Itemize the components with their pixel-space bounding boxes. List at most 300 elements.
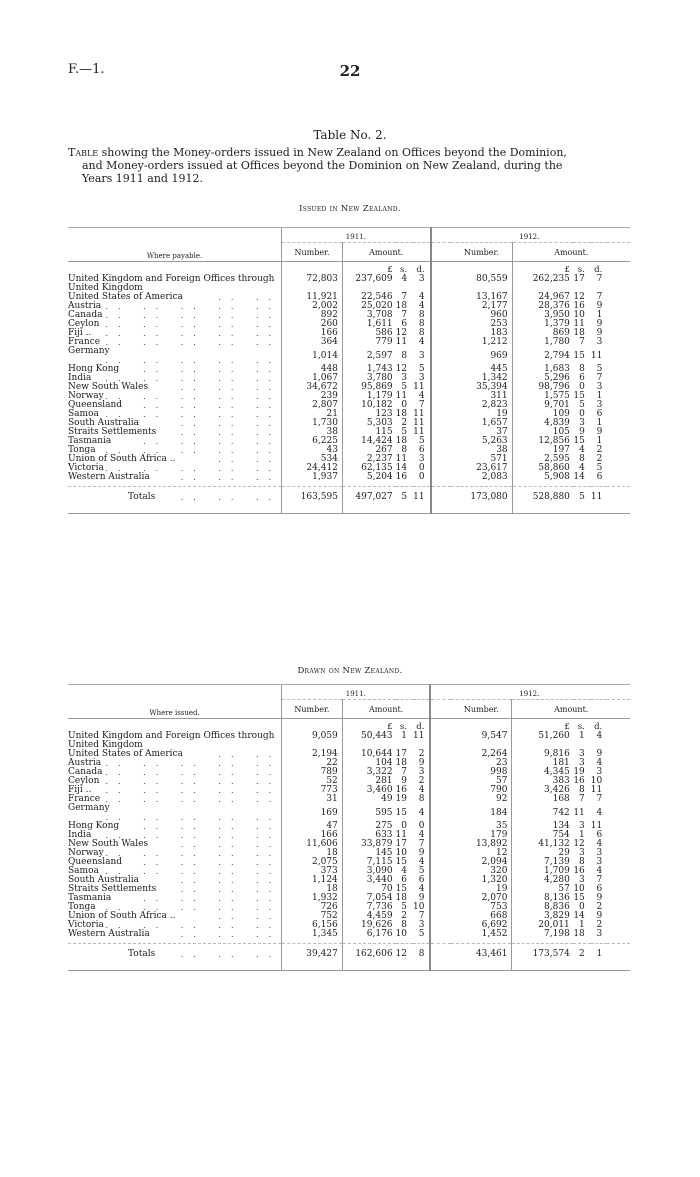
pence-1911-cell: 11 — [413, 382, 425, 392]
place-name: United Kingdom and Foreign Offices through — [68, 274, 275, 284]
leader-dots: .. .. .. .. .. — [105, 768, 282, 777]
shillings-1912-cell: 16 — [573, 866, 585, 876]
table-row — [68, 338, 630, 347]
place-name: Austria — [68, 758, 102, 768]
place-name: Tasmania — [68, 893, 112, 903]
leader-dots: .. .. — [218, 455, 282, 464]
table-row — [68, 401, 630, 410]
shillings-1911-cell: 18 — [395, 409, 408, 419]
number-1912-cell: 13,167 — [476, 292, 508, 302]
pounds-1912-cell: 173,574 — [512, 944, 573, 965]
description-line-2: and Money-orders issued at Offices beyond the Dominion on New Zealand, during the — [82, 159, 563, 172]
description-lead: Table — [68, 146, 99, 159]
number-1911-cell: 166 — [282, 329, 343, 338]
place-name: Tasmania — [68, 436, 112, 446]
place-name: Ceylon — [68, 776, 100, 786]
number-1912-cell: 969 — [490, 350, 508, 361]
pounds-1912-cell: 20,011 — [512, 921, 573, 930]
shilling-unit: s. — [577, 265, 585, 275]
pence-1911-cell: 3 — [418, 350, 425, 361]
pence-1912-cell: 9 — [596, 319, 603, 329]
shillings-1911-cell: 5 — [401, 382, 408, 392]
pence-1912-cell: 7 — [596, 373, 603, 383]
number-header-1912: Number. — [451, 243, 512, 262]
pence-1912-cell: 9 — [596, 893, 603, 903]
pounds-1911-cell: 6,176 — [342, 930, 395, 939]
shillings-1911-cell: 15 — [395, 884, 407, 894]
shillings-1911-cell: 15 — [395, 807, 407, 818]
pence-1911-cell: 11 — [413, 409, 425, 419]
shillings-1911-cell: 16 — [395, 472, 408, 482]
pence-1911-cell: 9 — [418, 893, 425, 903]
amount-header-1912: Amount. — [512, 700, 630, 719]
number-1911-cell: 47 — [282, 822, 343, 831]
pence-1912-cell: 7 — [596, 292, 603, 302]
pence-unit: d. — [594, 265, 603, 275]
leader-dots: .. .. .. — [180, 949, 282, 959]
pound-unit: £ — [512, 262, 573, 276]
pence-unit: d. — [416, 722, 425, 732]
place-name-continued: United Kingdom — [68, 283, 143, 293]
pounds-1912-cell: 742 — [512, 804, 573, 822]
number-1911-cell: 448 — [282, 365, 343, 374]
number-1911-cell: 1,937 — [282, 473, 343, 482]
pence-1911-cell: 8 — [418, 310, 425, 320]
pounds-1911-cell: 95,869 — [342, 383, 395, 392]
place-name: South Australia — [68, 418, 139, 428]
pound-unit: £ — [342, 262, 395, 276]
place-name: Canada — [68, 310, 103, 320]
pounds-1912-cell: 8,136 — [512, 894, 573, 903]
pounds-1911-cell: 2,597 — [342, 347, 395, 365]
number-1912-cell: 179 — [490, 830, 508, 840]
shillings-1912-cell: 1 — [579, 920, 585, 930]
number-1911-cell: 1,067 — [282, 374, 343, 383]
pence-1912-cell: 1 — [596, 391, 603, 401]
table-row — [68, 804, 630, 822]
pounds-1911-cell: 633 — [342, 831, 395, 840]
year-1911-header: 1911. — [282, 228, 431, 243]
place-name: Straits Settlements — [68, 884, 157, 894]
shillings-1912-cell: 14 — [573, 472, 585, 482]
pence-1912-cell: 1 — [596, 436, 603, 446]
pence-1912-cell: 7 — [596, 794, 603, 804]
pence-1911-cell: 4 — [418, 807, 425, 818]
pence-1912-cell: 4 — [596, 758, 603, 768]
leader-dots: .. .. .. — [180, 876, 282, 885]
shillings-1912-cell: 0 — [579, 902, 585, 912]
pence-1911-cell: 5 — [418, 929, 425, 939]
pounds-1912-cell: 57 — [512, 885, 573, 894]
pence-1912-cell: 3 — [596, 848, 603, 858]
shillings-1911-cell: 15 — [395, 857, 407, 867]
place-name: Norway — [68, 391, 104, 401]
pounds-1911-cell: 70 — [342, 885, 395, 894]
pounds-1912-cell: 5,908 — [512, 473, 573, 482]
place-cell — [68, 822, 282, 831]
shillings-1911-cell: 18 — [395, 758, 407, 768]
pence-1912-cell: 3 — [596, 337, 603, 347]
pounds-1911-cell: 22,546 — [342, 293, 395, 302]
shillings-1912-cell: 0 — [579, 382, 585, 392]
pounds-1911-cell: 14,424 — [342, 437, 395, 446]
pounds-1912-cell: 51,260 — [512, 732, 573, 741]
pence-1912-cell: 6 — [596, 830, 603, 840]
pence-1912-cell: 11 — [590, 350, 603, 361]
shillings-1912-cell: 11 — [573, 319, 585, 329]
leader-dots: .. .. .. .. .. — [105, 849, 282, 858]
number-1912-cell: 1,657 — [481, 418, 508, 428]
number-1911-cell: 364 — [282, 338, 343, 347]
pence-1911-cell: 3 — [418, 920, 425, 930]
number-1912-cell: 35 — [495, 821, 508, 831]
number-1911-cell: 2,075 — [282, 858, 343, 867]
pounds-1912-cell: 5,296 — [512, 374, 573, 383]
number-1911-cell: 72,803 — [282, 275, 343, 284]
pence-1911-cell: 8 — [418, 319, 425, 329]
pounds-1911-cell: 4,459 — [342, 912, 395, 921]
leader-dots: .. .. .. .. .. — [105, 374, 282, 383]
place-cell — [68, 894, 282, 903]
shillings-1912-cell: 9 — [579, 427, 585, 437]
pence-1911-cell: 6 — [418, 445, 425, 455]
number-1912-cell: 43,461 — [451, 944, 512, 965]
pence-1911-cell: 4 — [418, 301, 425, 311]
place-name: Tonga — [68, 902, 96, 912]
where-issued-header: Where issued. — [68, 685, 282, 719]
shillings-1911-cell: 5 — [401, 902, 407, 912]
pence-1912-cell: 3 — [596, 929, 603, 939]
pence-1912-cell: 11 — [590, 785, 603, 795]
place-cell — [68, 473, 282, 482]
totals-label: Totals — [128, 948, 156, 959]
pence-1911-cell: 0 — [418, 463, 425, 473]
leader-dots: .. .. .. .. .. — [105, 831, 282, 840]
number-1911-cell: 2,002 — [282, 302, 343, 311]
pence-1911-cell: 7 — [418, 400, 425, 410]
leader-dots: .. .. .. — [180, 930, 282, 939]
number-1912-cell: 1,342 — [481, 373, 508, 383]
number-1912-cell: 960 — [490, 310, 508, 320]
number-1912-cell: 19 — [496, 409, 508, 419]
place-cell — [68, 930, 282, 939]
place-name: Union of South Africa .. — [68, 454, 176, 464]
place-name: Canada — [68, 767, 103, 777]
page-header — [68, 62, 632, 82]
number-1911-cell: 1,345 — [282, 930, 343, 939]
place-name: India — [68, 373, 92, 383]
pence-1912-cell: 4 — [596, 839, 603, 849]
pounds-1912-cell: 105 — [512, 428, 573, 437]
number-1911-cell: 22 — [282, 759, 343, 768]
leader-dots: .. .. .. — [180, 840, 282, 849]
pence-1912-cell: 1 — [596, 310, 603, 320]
number-1912-cell: 23,617 — [476, 463, 508, 473]
table-description — [68, 146, 630, 185]
place-name: Samoa — [68, 409, 99, 419]
pence-1911-cell: 11 — [413, 418, 425, 428]
pounds-1911-cell: 115 — [342, 428, 395, 437]
leader-dots: .. .. — [218, 912, 282, 921]
shillings-1912-cell: 7 — [579, 794, 585, 804]
shillings-1911-cell: 5 — [396, 487, 413, 508]
number-1912-cell: 1,212 — [481, 337, 508, 347]
leader-dots: .. .. .. .. .. — [105, 777, 282, 786]
leader-dots: .. .. .. .. — [143, 858, 282, 867]
place-cell — [68, 347, 282, 365]
pounds-1911-cell: 7,054 — [342, 894, 395, 903]
place-cell — [68, 804, 282, 822]
pounds-1911-cell: 3,460 — [342, 786, 395, 795]
place-name: France — [68, 337, 101, 347]
table-title: Table No. 2. — [313, 128, 387, 142]
pence-1911-cell: 5 — [418, 866, 425, 876]
number-1911-cell: 18 — [282, 885, 343, 894]
pounds-1912-cell: 1,683 — [512, 365, 573, 374]
totals-row — [68, 944, 630, 965]
shillings-1912-cell: 5 — [573, 487, 591, 508]
pounds-1911-cell: 7,115 — [342, 858, 395, 867]
pounds-1912-cell: 262,235 — [512, 275, 573, 284]
number-1912-cell: 184 — [490, 807, 508, 818]
leader-dots: .. .. .. .. — [143, 401, 282, 410]
pounds-1912-cell: 1,379 — [512, 320, 573, 329]
shillings-1911-cell: 7 — [401, 767, 407, 777]
leader-dots: .. .. .. .. .. — [105, 813, 282, 822]
place-name: Hong Kong — [68, 364, 120, 374]
leader-dots: .. .. .. .. .. — [105, 446, 282, 455]
pence-1912-cell: 9 — [596, 749, 603, 759]
number-1911-cell: 24,412 — [282, 464, 343, 473]
shillings-1911-cell: 3 — [401, 373, 408, 383]
pence-1912-cell: 7 — [596, 274, 603, 284]
pounds-1911-cell: 25,020 — [342, 302, 395, 311]
shilling-unit: s. — [577, 722, 585, 732]
leader-dots: .. .. .. .. .. — [105, 338, 282, 347]
leader-dots: .. .. .. — [180, 492, 282, 502]
shilling-unit: s. — [400, 265, 408, 275]
number-1911-cell: 1,730 — [282, 419, 343, 428]
number-1912-cell: 183 — [490, 328, 508, 338]
number-1911-cell: 534 — [282, 455, 343, 464]
place-name: Ceylon — [68, 319, 100, 329]
number-1912-cell: 668 — [490, 911, 508, 921]
pounds-1911-cell: 1,179 — [342, 392, 395, 401]
shillings-1911-cell: 2 — [401, 418, 408, 428]
pence-1911-cell: 4 — [418, 785, 425, 795]
shillings-1911-cell: 12 — [395, 328, 408, 338]
pence-1911-cell: 3 — [418, 454, 425, 464]
pounds-1912-cell: 2,794 — [512, 347, 573, 365]
pounds-1911-cell: 50,443 — [342, 732, 395, 741]
number-1911-cell: 892 — [282, 311, 343, 320]
shillings-1912-cell: 1 — [579, 830, 585, 840]
pounds-1912-cell: 181 — [512, 759, 573, 768]
table-row — [68, 347, 630, 365]
pounds-1911-cell: 3,780 — [342, 374, 395, 383]
pounds-1912-cell: 7,198 — [512, 930, 573, 939]
pounds-1912-cell: 98,796 — [512, 383, 573, 392]
number-1911-cell: 2,194 — [282, 750, 343, 759]
pounds-1911-cell: 5,303 — [342, 419, 395, 428]
number-1912-cell: 6,692 — [481, 920, 508, 930]
pound-unit: £ — [342, 719, 395, 733]
pence-1911-cell: 8 — [418, 794, 425, 804]
pence-1912-cell: 11 — [590, 821, 603, 831]
pounds-1912-cell: 9,816 — [512, 750, 573, 759]
pounds-1912-cell: 12,856 — [512, 437, 573, 446]
leader-dots: .. .. .. .. — [143, 437, 282, 446]
leader-dots: .. .. .. .. .. — [105, 356, 282, 365]
pence-1911-cell: 7 — [418, 911, 425, 921]
number-1911-cell: 38 — [282, 428, 343, 437]
shillings-1911-cell: 12 — [395, 364, 408, 374]
table-row — [68, 822, 630, 831]
table-row — [68, 473, 630, 482]
pence-1912-cell: 9 — [596, 911, 603, 921]
leader-dots: .. .. .. — [180, 473, 282, 482]
pounds-1911-cell: 1,743 — [342, 365, 395, 374]
year-1912-header: 1912. — [451, 685, 607, 700]
pence-1912-cell: 9 — [596, 427, 603, 437]
pence-1912-cell: 2 — [596, 445, 603, 455]
shillings-1911-cell: 9 — [401, 776, 407, 786]
number-1911-cell: 1,932 — [282, 894, 343, 903]
leader-dots: .. .. .. .. .. — [105, 786, 282, 795]
shillings-1911-cell: 7 — [401, 310, 408, 320]
shillings-1912-cell: 3 — [579, 758, 585, 768]
shillings-1912-cell: 8 — [579, 857, 585, 867]
shillings-1911-cell: 11 — [395, 337, 408, 347]
pence-1911-cell: 0 — [418, 821, 425, 831]
shillings-1912-cell: 8 — [579, 454, 585, 464]
place-name: Fiji .. — [68, 785, 92, 795]
table-row — [68, 275, 630, 284]
pounds-1912-cell: 754 — [512, 831, 573, 840]
leader-dots: .. .. .. .. .. — [105, 311, 282, 320]
pounds-1912-cell: 168 — [512, 795, 573, 804]
place-name: Victoria — [68, 463, 104, 473]
pounds-1911-cell: 237,609 — [342, 275, 395, 284]
shillings-1912-cell: 10 — [573, 310, 585, 320]
table-row — [68, 840, 630, 849]
number-1912-cell: 13,892 — [475, 839, 508, 849]
pounds-1912-cell: 1,780 — [512, 338, 573, 347]
pounds-1912-cell: 1,575 — [512, 392, 573, 401]
place-name-continued: United Kingdom — [68, 740, 143, 750]
leader-dots: .. .. .. .. .. — [105, 464, 282, 473]
pounds-1911-cell: 7,736 — [342, 903, 395, 912]
leader-dots: .. .. .. .. .. — [105, 903, 282, 912]
leader-dots: .. .. .. .. .. — [105, 921, 282, 930]
place-cell — [68, 401, 282, 410]
shillings-1911-cell: 7 — [401, 292, 408, 302]
number-1912-cell: 92 — [495, 794, 508, 804]
pounds-1911-cell: 49 — [342, 795, 395, 804]
leader-dots: .. .. .. — [180, 419, 282, 428]
place-name: Western Australia — [68, 472, 150, 482]
pence-1911-cell: 6 — [418, 875, 425, 885]
pounds-1912-cell: 4,839 — [512, 419, 573, 428]
totals-label: Totals — [128, 491, 156, 502]
pence-1911-cell: 4 — [418, 337, 425, 347]
leader-dots: .. .. .. .. — [143, 894, 282, 903]
shillings-1912-cell: 17 — [573, 274, 585, 284]
shillings-1911-cell: 11 — [395, 391, 408, 401]
shillings-1912-cell: 4 — [579, 445, 585, 455]
pounds-1912-cell: 528,880 — [512, 487, 573, 508]
pounds-1912-cell: 3,829 — [512, 912, 573, 921]
place-name: South Australia — [68, 875, 139, 885]
pounds-1912-cell: 3,950 — [512, 311, 573, 320]
table-row — [68, 320, 630, 329]
pence-1912-cell: 3 — [596, 400, 603, 410]
leader-dots: .. .. .. .. .. — [105, 795, 282, 804]
shillings-1911-cell: 6 — [401, 319, 408, 329]
leader-dots: .. .. — [218, 750, 282, 759]
number-1911-cell: 52 — [282, 777, 343, 786]
place-name: Germany — [68, 346, 110, 356]
shillings-1911-cell: 17 — [395, 749, 407, 759]
pounds-1912-cell: 4,345 — [512, 768, 573, 777]
pence-1912-cell: 1 — [591, 944, 607, 965]
leader-dots: .. .. .. .. — [143, 822, 282, 831]
pence-1912-cell: 11 — [591, 487, 607, 508]
shillings-1912-cell: 16 — [573, 776, 585, 786]
number-1911-cell: 11,606 — [282, 840, 343, 849]
totals-label-cell — [68, 944, 282, 965]
document-reference: F.—1. — [68, 62, 105, 77]
shillings-1911-cell: 2 — [401, 911, 407, 921]
number-1912-cell: 253 — [490, 319, 508, 329]
pounds-1911-cell: 19,626 — [342, 921, 395, 930]
pence-1911-cell: 5 — [418, 364, 425, 374]
number-1911-cell: 31 — [282, 795, 343, 804]
totals-row — [68, 487, 630, 508]
place-name: United States of America — [68, 292, 183, 302]
pence-1912-cell: 3 — [596, 857, 603, 867]
shillings-1912-cell: 3 — [579, 749, 585, 759]
shillings-1911-cell: 18 — [395, 893, 407, 903]
shillings-1912-cell: 12 — [573, 839, 585, 849]
pounds-1912-cell: 109 — [512, 410, 573, 419]
shillings-1912-cell: 16 — [573, 301, 585, 311]
pence-1911-cell: 3 — [418, 373, 425, 383]
shillings-1911-cell: 10 — [395, 929, 407, 939]
drawn-table — [68, 684, 630, 971]
shillings-1912-cell: 1 — [579, 731, 585, 741]
pounds-1912-cell: 383 — [512, 777, 573, 786]
shillings-1911-cell: 4 — [401, 274, 408, 284]
pence-1912-cell: 4 — [596, 731, 603, 741]
pounds-1911-cell: 123 — [342, 410, 395, 419]
table-row — [68, 750, 630, 759]
issued-section-title: Issued in New Zealand. — [299, 204, 401, 214]
number-1911-cell: 18 — [282, 849, 343, 858]
pounds-1911-cell: 3,322 — [342, 768, 395, 777]
number-1911-cell: 6,156 — [282, 921, 343, 930]
place-name: Fiji .. — [68, 328, 92, 338]
place-name: Austria — [68, 301, 102, 311]
place-cell — [68, 437, 282, 446]
pounds-1912-cell: 3,426 — [512, 786, 573, 795]
place-name: United Kingdom and Foreign Offices through — [68, 731, 275, 741]
pounds-1912-cell: 8,836 — [512, 903, 573, 912]
pence-1911-cell: 11 — [413, 427, 425, 437]
pence-1912-cell: 6 — [596, 409, 603, 419]
shillings-1911-cell: 11 — [395, 454, 408, 464]
pence-1911-cell: 11 — [413, 487, 430, 508]
